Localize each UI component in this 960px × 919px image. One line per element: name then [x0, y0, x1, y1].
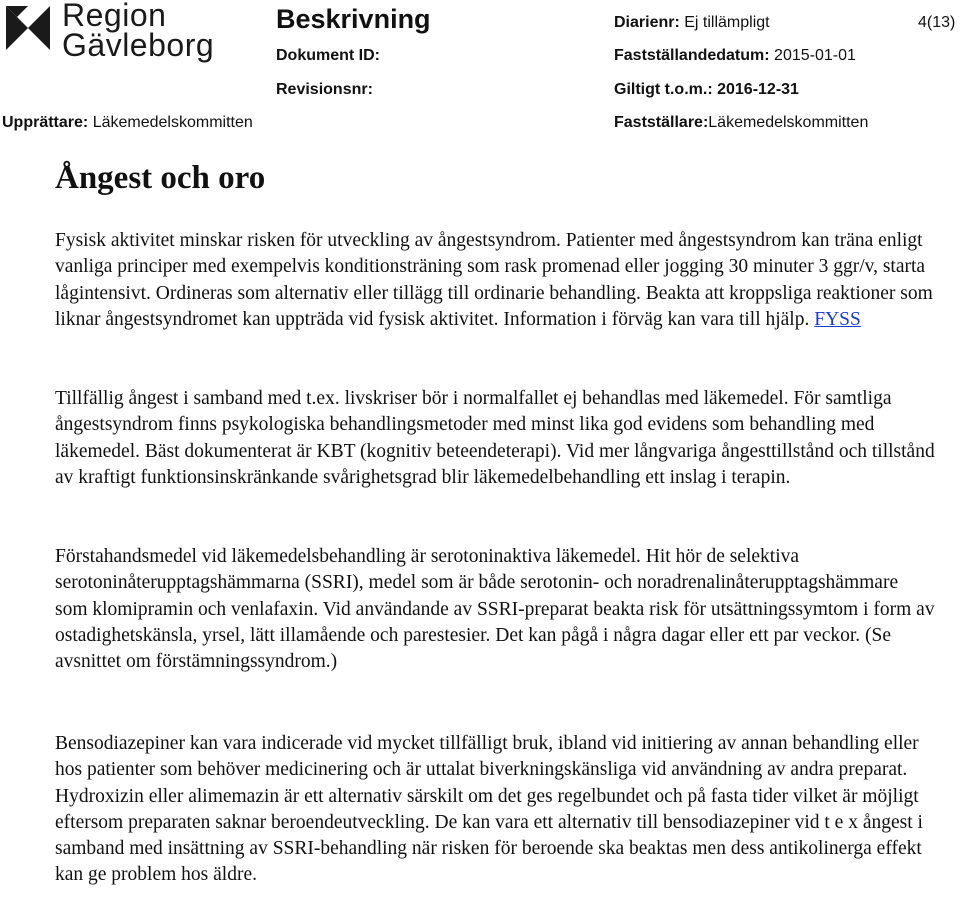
revisionsnr-label: Revisionsnr:: [276, 81, 373, 98]
faststallandedatum: Fastställandedatum: 2015-01-01: [614, 47, 856, 64]
dokument-id-label: Dokument ID:: [276, 47, 380, 64]
paragraph-bensodiazepiner: Bensodiazepiner kan vara indicerade vid mycket tillfälligt bruk, ibland vid initiering av annan behandling eller hos patienter som behöver medicinering och är uttalat biverkningskänsliga vid användning av andra preparat. Hydroxizin eller alimemazin är ett alternativ särskilt om det ges regelbundet och på fasta tider vilket är möjligt eftersom preparaten saknar beroendeutveckling. De kan vara ett alternativ till bensodiazepiner vid t e x ångest i samband med insättning av SSRI-behandling när risken för beroende ska beaktas men dess antikolinerga effekt kan ge problem hos äldre.: [55, 733, 923, 886]
doc-type-title: Beskrivning: [276, 4, 431, 34]
upprattare: Upprättare: Läkemedelskommitten: [2, 114, 253, 131]
page-title: Ångest och oro: [55, 160, 266, 196]
fyss-link[interactable]: FYSS: [814, 308, 861, 330]
paragraph-tillfallig-angest: Tillfällig ångest i samband med t.ex. livskriser bör i normalfallet ej behandlas med läkemedel. För samtliga ångestsyndrom finns psykologiska behandlingsmetoder med minst lika god evidens som behandling med läkemedel. Bäst dokumenterat är KBT (kognitiv beteendeterapi). Vid mer långvariga ångesttillstånd och tillstånd av kraftigt funktionsinskränkande svårighetsgrad blir läkemedelbehandling ett inslag i terapin.: [55, 388, 935, 488]
logo-line-region: Region: [62, 0, 167, 33]
giltigt-tom: Giltigt t.o.m.: 2016-12-31: [614, 81, 799, 98]
diarienr: Diarienr: Ej tillämpligt: [614, 14, 770, 31]
page-number: 4(13): [918, 14, 956, 31]
region-gavleborg-logo-icon: [2, 2, 54, 54]
logo-line-gavleborg: Gävleborg: [62, 27, 215, 63]
paragraph-fysisk-aktivitet: Fysisk aktivitet minskar risken för utveckling av ångestsyndrom. Patienter med ångestsyndrom kan träna enligt vanliga principer med exempelvis konditionsträning som rask promenad eller jogging 30 minuter 3 ggr/v, starta lågintensivt. Ordineras som alternativ eller tillägg till ordinarie behandling. Beakta att kroppsliga reaktioner som liknar ångestsyndromet kan uppträda vid fysisk aktivitet. Information i förväg kan vara till hjälp. FYSS: [55, 230, 933, 330]
faststallare: Fastställare:Läkemedelskommitten: [614, 114, 869, 131]
paragraph-forstahandsmedel: Förstahandsmedel vid läkemedelsbehandling är serotoninaktiva läkemedel. Hit hör de selektiva serotoninåterupptagshämmarna (SSRI), medel som är både serotonin- och noradrenalinåterupptagshämmare som klomipramin och venlafaxin. Vid användande av SSRI-preparat beakta risk för utsättningssymtom i form av ostadighetskänsla, yrsel, lätt illamående och parestesier. Det kan pågå i några dagar eller ett par veckor. (Se avsnittet om förstämningssyndrom.): [55, 546, 935, 673]
